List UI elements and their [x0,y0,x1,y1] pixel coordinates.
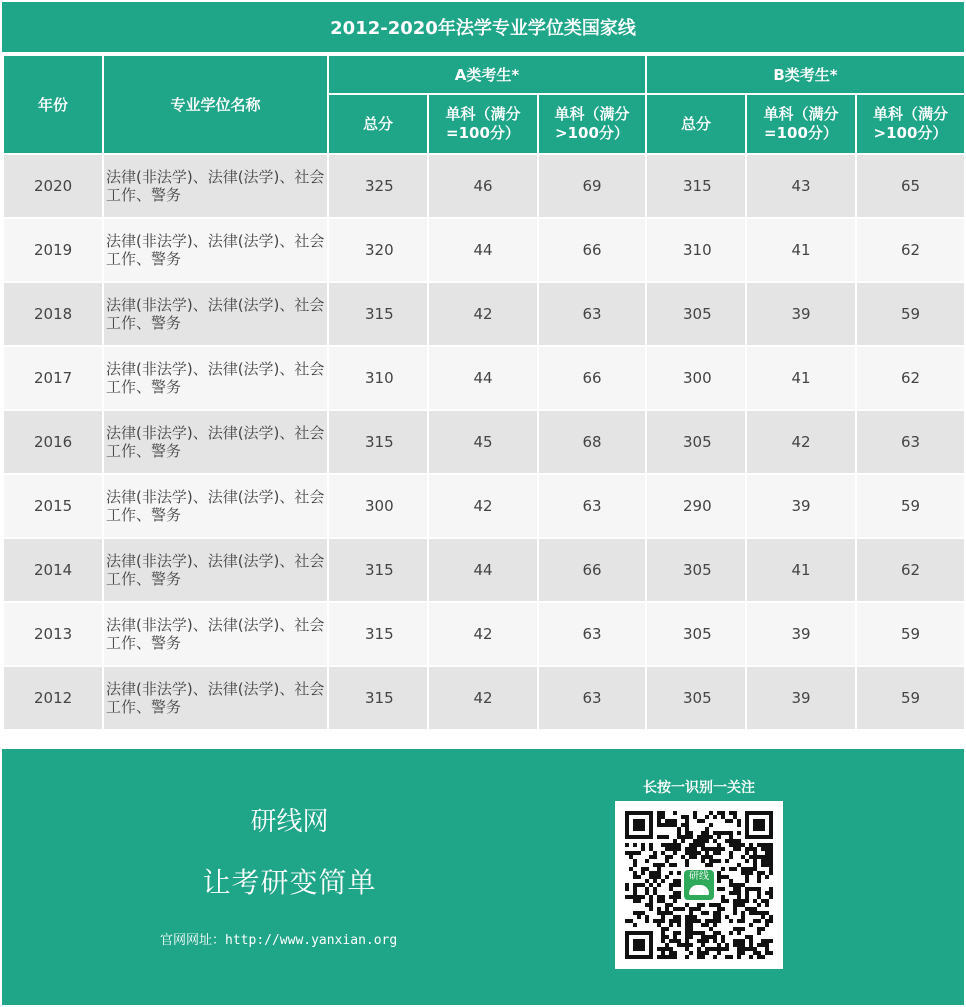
table-body [3,154,965,730]
cell-program: 法律(非法学)、法律(法学)、社会工作、警务 [103,666,328,730]
cell-b-total: 305 [646,666,746,730]
cell-b-single-eq100: 41 [746,218,856,282]
cell-b-total: 290 [646,474,746,538]
cell-b-single-eq100: 43 [746,154,856,218]
cell-a-total: 325 [328,154,428,218]
cell-b-single-gt100: 63 [856,410,965,474]
cell-a-total: 310 [328,346,428,410]
brand-slogan: 让考研变简单 [202,866,377,899]
cell-a-total: 315 [328,410,428,474]
header-group-a: A类考生* [328,55,646,94]
cell-b-single-eq100: 41 [746,538,856,602]
table-row [3,282,965,346]
cell-year: 2020 [3,154,103,218]
cell-program: 法律(非法学)、法律(法学)、社会工作、警务 [103,218,328,282]
panda-logo-icon [684,870,714,900]
cell-a-single-eq100: 45 [428,410,538,474]
site-url-link[interactable]: http://www.yanxian.org [225,933,398,948]
cell-b-single-gt100: 62 [856,346,965,410]
cell-a-single-gt100: 63 [538,602,646,666]
cell-a-single-gt100: 66 [538,346,646,410]
cell-a-single-eq100: 42 [428,666,538,730]
header-a-total: 总分 [328,94,428,154]
cell-b-single-eq100: 39 [746,602,856,666]
cell-year: 2018 [3,282,103,346]
cell-program: 法律(非法学)、法律(法学)、社会工作、警务 [103,154,328,218]
cell-a-total: 320 [328,218,428,282]
cell-a-single-eq100: 44 [428,346,538,410]
header-year: 年份 [3,55,103,154]
header-a-single-gt100: 单科（满分>100分） [538,94,646,154]
cell-a-single-gt100: 66 [538,538,646,602]
header-group-b: B类考生* [646,55,965,94]
cell-b-single-gt100: 62 [856,538,965,602]
cell-a-single-eq100: 44 [428,538,538,602]
cell-year: 2012 [3,666,103,730]
cell-b-total: 300 [646,346,746,410]
cell-program: 法律(非法学)、法律(法学)、社会工作、警务 [103,602,328,666]
cell-b-single-eq100: 39 [746,474,856,538]
cell-year: 2017 [3,346,103,410]
header-program: 专业学位名称 [103,55,328,154]
cell-a-single-gt100: 63 [538,474,646,538]
cell-a-total: 315 [328,602,428,666]
cell-a-total: 315 [328,538,428,602]
footer-banner [2,749,964,1005]
cell-b-total: 305 [646,410,746,474]
cell-b-single-eq100: 42 [746,410,856,474]
cell-a-single-gt100: 63 [538,282,646,346]
table-row [3,666,965,730]
table-row [3,410,965,474]
qr-caption: 长按一识别一关注 [643,780,755,796]
cell-year: 2016 [3,410,103,474]
cell-program: 法律(非法学)、法律(法学)、社会工作、警务 [103,282,328,346]
cell-a-single-gt100: 68 [538,410,646,474]
cell-year: 2019 [3,218,103,282]
brand-name: 研线网 [250,807,329,837]
qr-logo-text: 研线 [689,871,709,882]
cell-a-total: 300 [328,474,428,538]
cell-year: 2014 [3,538,103,602]
cell-a-single-eq100: 46 [428,154,538,218]
cell-program: 法律(非法学)、法律(法学)、社会工作、警务 [103,346,328,410]
header-a-single-eq100: 单科（满分=100分） [428,94,538,154]
cell-b-single-gt100: 62 [856,218,965,282]
cell-year: 2015 [3,474,103,538]
header-b-single-gt100: 单科（满分>100分） [856,94,965,154]
cell-year: 2013 [3,602,103,666]
cell-b-single-eq100: 39 [746,666,856,730]
cell-b-total: 305 [646,538,746,602]
cell-a-single-gt100: 66 [538,218,646,282]
cell-b-single-gt100: 65 [856,154,965,218]
table-row [3,474,965,538]
cell-b-single-gt100: 59 [856,474,965,538]
cutoff-table [2,54,966,731]
cell-a-single-eq100: 42 [428,602,538,666]
cell-a-single-eq100: 42 [428,474,538,538]
cell-program: 法律(非法学)、法律(法学)、社会工作、警务 [103,538,328,602]
cell-a-single-gt100: 69 [538,154,646,218]
qr-logo [681,867,717,903]
qr-code[interactable] [615,801,783,969]
header-b-total: 总分 [646,94,746,154]
table-row [3,538,965,602]
table-row [3,154,965,218]
table-row [3,602,965,666]
cell-program: 法律(非法学)、法律(法学)、社会工作、警务 [103,474,328,538]
cell-b-single-gt100: 59 [856,666,965,730]
cell-a-total: 315 [328,666,428,730]
cell-b-total: 305 [646,602,746,666]
header-b-single-eq100: 单科（满分=100分） [746,94,856,154]
cell-b-single-eq100: 41 [746,346,856,410]
site-label: 官网网址： [160,933,226,948]
site-address [160,929,397,948]
cell-b-single-eq100: 39 [746,282,856,346]
table-title: 2012-2020年法学专业学位类国家线 [2,2,964,52]
table-row [3,218,965,282]
cell-program: 法律(非法学)、法律(法学)、社会工作、警务 [103,410,328,474]
cell-b-single-gt100: 59 [856,282,965,346]
table-row [3,346,965,410]
cell-a-single-eq100: 44 [428,218,538,282]
cell-b-total: 315 [646,154,746,218]
cell-b-total: 305 [646,282,746,346]
cell-a-total: 315 [328,282,428,346]
cell-b-total: 310 [646,218,746,282]
cell-a-single-gt100: 63 [538,666,646,730]
cell-a-single-eq100: 42 [428,282,538,346]
cell-b-single-gt100: 59 [856,602,965,666]
